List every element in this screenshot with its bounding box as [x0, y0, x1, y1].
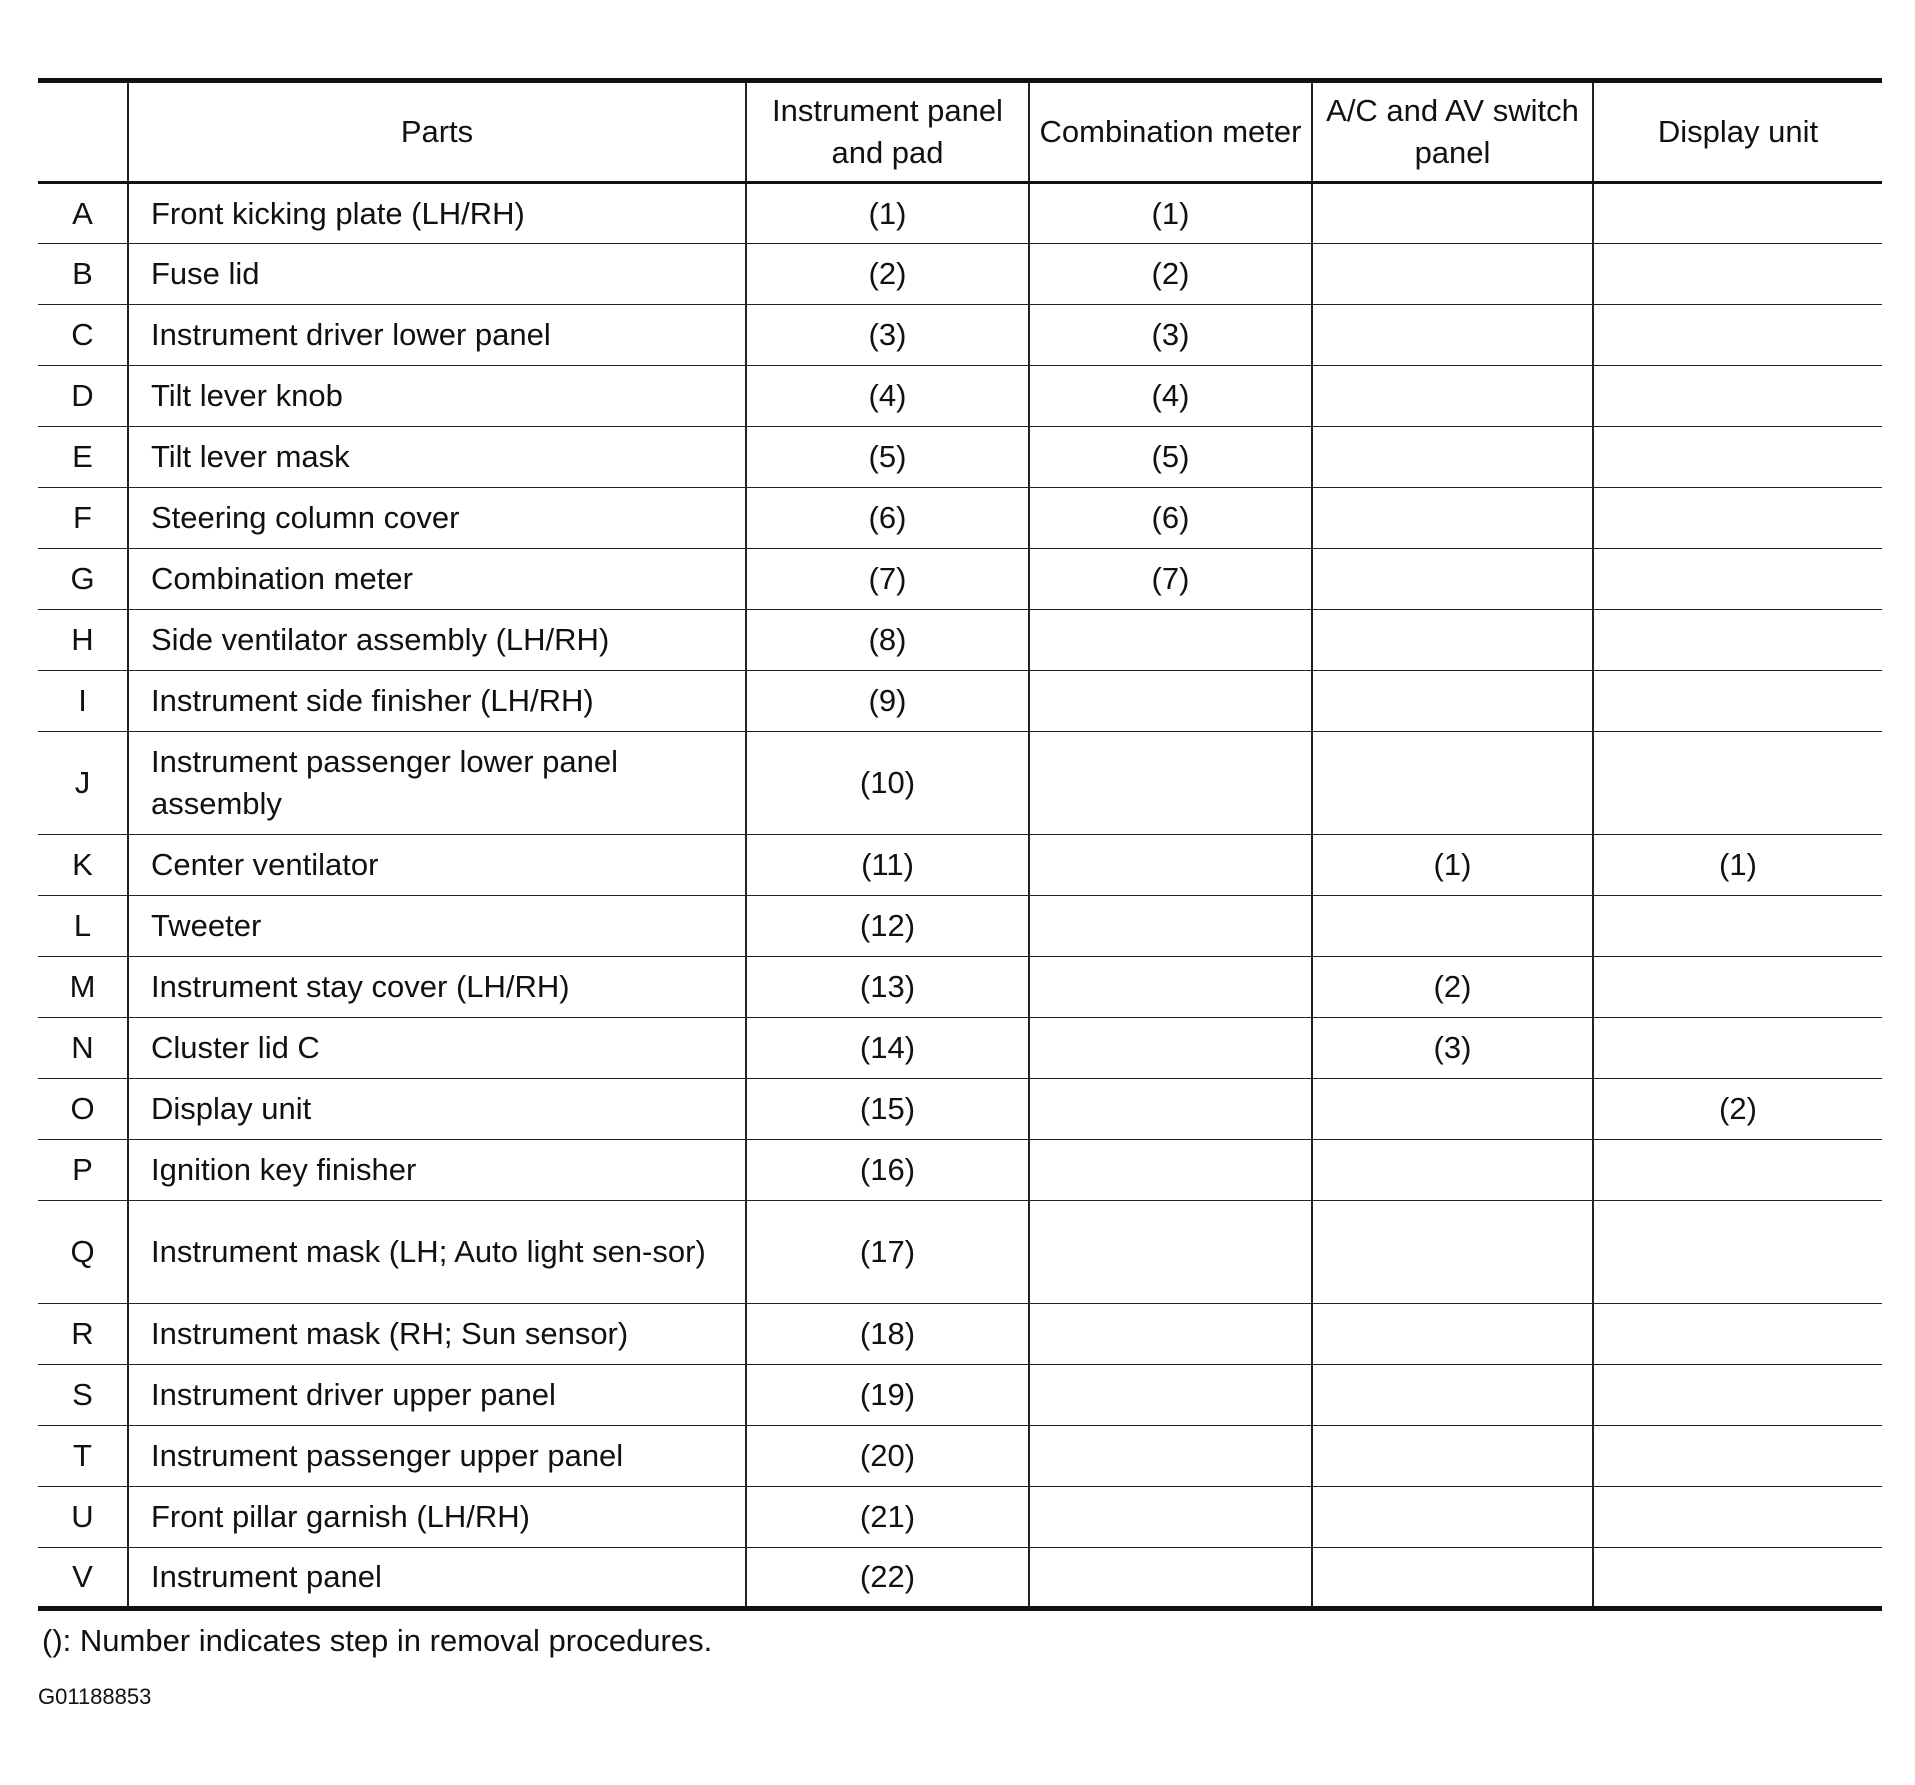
row-combination-meter-step: [1029, 1140, 1312, 1201]
row-ac-av-switch-panel-step: [1312, 1487, 1593, 1548]
table-row: [38, 183, 1882, 244]
row-ac-av-switch-panel-step: (1): [1312, 835, 1593, 896]
row-ac-av-switch-panel-step: [1312, 1426, 1593, 1487]
row-ac-av-switch-panel-step: [1312, 183, 1593, 244]
row-part-name: Instrument passenger upper panel: [128, 1426, 746, 1487]
row-display-unit-step: [1593, 957, 1882, 1018]
row-ac-av-switch-panel-step: [1312, 1201, 1593, 1304]
row-part-name: Combination meter: [128, 549, 746, 610]
table-row: [38, 488, 1882, 549]
row-part-name: Front kicking plate (LH/RH): [128, 183, 746, 244]
row-part-name: Instrument mask (RH; Sun sensor): [128, 1304, 746, 1365]
row-ac-av-switch-panel-step: [1312, 1304, 1593, 1365]
row-ac-av-switch-panel-step: [1312, 732, 1593, 835]
row-combination-meter-step: (5): [1029, 427, 1312, 488]
header-parts: Parts: [128, 81, 746, 183]
row-display-unit-step: [1593, 305, 1882, 366]
row-instrument-panel-step: (11): [746, 835, 1029, 896]
footnote: (): Number indicates step in removal procedures.: [42, 1623, 713, 1658]
row-instrument-panel-step: (2): [746, 244, 1029, 305]
row-combination-meter-step: [1029, 1487, 1312, 1548]
row-instrument-panel-step: (10): [746, 732, 1029, 835]
row-instrument-panel-step: (19): [746, 1365, 1029, 1426]
table-row: [38, 610, 1882, 671]
row-ac-av-switch-panel-step: [1312, 896, 1593, 957]
table-row: [38, 1304, 1882, 1365]
row-instrument-panel-step: (9): [746, 671, 1029, 732]
row-combination-meter-step: (4): [1029, 366, 1312, 427]
row-letter: K: [38, 835, 128, 896]
row-combination-meter-step: [1029, 610, 1312, 671]
figure-id: G01188853: [38, 1684, 152, 1709]
row-letter: N: [38, 1018, 128, 1079]
row-display-unit-step: [1593, 1365, 1882, 1426]
row-instrument-panel-step: (8): [746, 610, 1029, 671]
row-letter: O: [38, 1079, 128, 1140]
row-combination-meter-step: [1029, 957, 1312, 1018]
table-row: [38, 549, 1882, 610]
row-ac-av-switch-panel-step: (2): [1312, 957, 1593, 1018]
table-header-row: [38, 81, 1882, 183]
row-combination-meter-step: (1): [1029, 183, 1312, 244]
row-instrument-panel-step: (18): [746, 1304, 1029, 1365]
row-letter: R: [38, 1304, 128, 1365]
row-combination-meter-step: [1029, 1201, 1312, 1304]
table-row: [38, 732, 1882, 835]
row-ac-av-switch-panel-step: [1312, 244, 1593, 305]
row-part-name: Instrument passenger lower panel assembly: [128, 732, 746, 835]
row-instrument-panel-step: (4): [746, 366, 1029, 427]
table-row: [38, 1018, 1882, 1079]
row-part-name: Instrument stay cover (LH/RH): [128, 957, 746, 1018]
header-combination-meter: Combination meter: [1029, 81, 1312, 183]
row-letter: L: [38, 896, 128, 957]
row-display-unit-step: [1593, 1426, 1882, 1487]
row-part-name: Instrument panel: [128, 1548, 746, 1609]
row-part-name: Instrument driver upper panel: [128, 1365, 746, 1426]
row-display-unit-step: [1593, 244, 1882, 305]
table-row: [38, 1365, 1882, 1426]
row-part-name: Tilt lever knob: [128, 366, 746, 427]
parts-removal-table: [38, 78, 1882, 1611]
row-combination-meter-step: (2): [1029, 244, 1312, 305]
row-combination-meter-step: [1029, 1304, 1312, 1365]
header-ac-av-switch-panel: A/C and AV switch panel: [1312, 81, 1593, 183]
table-row: [38, 957, 1882, 1018]
row-ac-av-switch-panel-step: [1312, 1140, 1593, 1201]
row-display-unit-step: (1): [1593, 835, 1882, 896]
header-letter: [38, 81, 128, 183]
row-instrument-panel-step: (3): [746, 305, 1029, 366]
row-part-name: Side ventilator assembly (LH/RH): [128, 610, 746, 671]
row-instrument-panel-step: (1): [746, 183, 1029, 244]
row-display-unit-step: [1593, 1487, 1882, 1548]
row-display-unit-step: [1593, 183, 1882, 244]
row-ac-av-switch-panel-step: [1312, 549, 1593, 610]
table-row: [38, 671, 1882, 732]
row-display-unit-step: [1593, 896, 1882, 957]
row-part-name: Front pillar garnish (LH/RH): [128, 1487, 746, 1548]
table-row: [38, 1140, 1882, 1201]
row-combination-meter-step: (7): [1029, 549, 1312, 610]
row-display-unit-step: (2): [1593, 1079, 1882, 1140]
row-letter: B: [38, 244, 128, 305]
table-row: [38, 1201, 1882, 1304]
row-letter: V: [38, 1548, 128, 1609]
row-instrument-panel-step: (6): [746, 488, 1029, 549]
row-letter: C: [38, 305, 128, 366]
row-combination-meter-step: [1029, 896, 1312, 957]
row-part-name: Display unit: [128, 1079, 746, 1140]
row-ac-av-switch-panel-step: [1312, 488, 1593, 549]
row-instrument-panel-step: (5): [746, 427, 1029, 488]
row-letter: Q: [38, 1201, 128, 1304]
row-letter: A: [38, 183, 128, 244]
row-display-unit-step: [1593, 549, 1882, 610]
header-display-unit: Display unit: [1593, 81, 1882, 183]
row-combination-meter-step: [1029, 1365, 1312, 1426]
row-combination-meter-step: [1029, 1018, 1312, 1079]
row-ac-av-switch-panel-step: [1312, 1365, 1593, 1426]
row-ac-av-switch-panel-step: [1312, 671, 1593, 732]
row-combination-meter-step: [1029, 671, 1312, 732]
table-row: [38, 896, 1882, 957]
row-ac-av-switch-panel-step: [1312, 1548, 1593, 1609]
row-ac-av-switch-panel-step: (3): [1312, 1018, 1593, 1079]
row-part-name: Ignition key finisher: [128, 1140, 746, 1201]
row-display-unit-step: [1593, 610, 1882, 671]
row-part-name: Instrument driver lower panel: [128, 305, 746, 366]
row-instrument-panel-step: (20): [746, 1426, 1029, 1487]
table-row: [38, 305, 1882, 366]
row-combination-meter-step: (6): [1029, 488, 1312, 549]
table-row: [38, 1548, 1882, 1609]
row-instrument-panel-step: (21): [746, 1487, 1029, 1548]
row-part-name: Center ventilator: [128, 835, 746, 896]
row-display-unit-step: [1593, 1201, 1882, 1304]
row-display-unit-step: [1593, 1140, 1882, 1201]
row-letter: D: [38, 366, 128, 427]
row-combination-meter-step: [1029, 1079, 1312, 1140]
row-letter: H: [38, 610, 128, 671]
document: [38, 78, 1882, 1711]
row-instrument-panel-step: (22): [746, 1548, 1029, 1609]
header-instrument-panel-and-pad: Instrument panel and pad: [746, 81, 1029, 183]
row-display-unit-step: [1593, 732, 1882, 835]
row-combination-meter-step: [1029, 1426, 1312, 1487]
row-letter: F: [38, 488, 128, 549]
row-display-unit-step: [1593, 488, 1882, 549]
row-part-name: Fuse lid: [128, 244, 746, 305]
row-letter: T: [38, 1426, 128, 1487]
row-part-name: Instrument side finisher (LH/RH): [128, 671, 746, 732]
table-row: [38, 1079, 1882, 1140]
row-part-name: Tilt lever mask: [128, 427, 746, 488]
row-part-name: Instrument mask (LH; Auto light sen-sor): [128, 1201, 746, 1304]
row-part-name: Tweeter: [128, 896, 746, 957]
table-row: [38, 427, 1882, 488]
row-ac-av-switch-panel-step: [1312, 366, 1593, 427]
row-combination-meter-step: [1029, 732, 1312, 835]
row-part-name: Cluster lid C: [128, 1018, 746, 1079]
row-instrument-panel-step: (14): [746, 1018, 1029, 1079]
table-row: [38, 1426, 1882, 1487]
row-instrument-panel-step: (7): [746, 549, 1029, 610]
row-ac-av-switch-panel-step: [1312, 305, 1593, 366]
row-letter: P: [38, 1140, 128, 1201]
row-combination-meter-step: [1029, 835, 1312, 896]
row-instrument-panel-step: (12): [746, 896, 1029, 957]
row-display-unit-step: [1593, 366, 1882, 427]
row-combination-meter-step: (3): [1029, 305, 1312, 366]
row-display-unit-step: [1593, 1304, 1882, 1365]
row-part-name: Steering column cover: [128, 488, 746, 549]
row-instrument-panel-step: (16): [746, 1140, 1029, 1201]
row-instrument-panel-step: (17): [746, 1201, 1029, 1304]
row-letter: M: [38, 957, 128, 1018]
row-combination-meter-step: [1029, 1548, 1312, 1609]
row-display-unit-step: [1593, 671, 1882, 732]
row-ac-av-switch-panel-step: [1312, 1079, 1593, 1140]
table-row: [38, 366, 1882, 427]
row-display-unit-step: [1593, 1548, 1882, 1609]
row-letter: S: [38, 1365, 128, 1426]
row-letter: I: [38, 671, 128, 732]
table-row: [38, 835, 1882, 896]
row-letter: U: [38, 1487, 128, 1548]
row-ac-av-switch-panel-step: [1312, 427, 1593, 488]
table-row: [38, 244, 1882, 305]
row-letter: E: [38, 427, 128, 488]
table-row: [38, 1487, 1882, 1548]
row-display-unit-step: [1593, 1018, 1882, 1079]
row-display-unit-step: [1593, 427, 1882, 488]
row-letter: G: [38, 549, 128, 610]
row-letter: J: [38, 732, 128, 835]
row-ac-av-switch-panel-step: [1312, 610, 1593, 671]
row-instrument-panel-step: (15): [746, 1079, 1029, 1140]
row-instrument-panel-step: (13): [746, 957, 1029, 1018]
